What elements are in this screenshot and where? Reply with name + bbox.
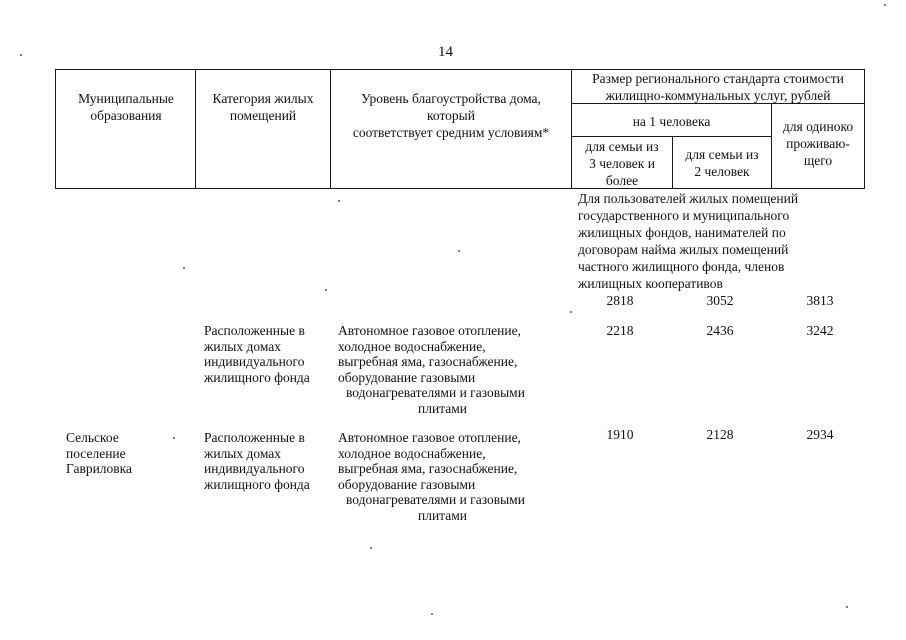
header-standard-line: жилищно-коммунальных услуг, рублей [605,88,831,103]
header-family2-line: 2 человек [694,164,750,179]
scan-speck [431,613,433,615]
row-category-line: индивидуального [204,354,305,369]
row-value-single: 3242 [806,323,834,338]
row-category-line: Расположенные в [204,323,305,338]
header-divider-2 [330,69,331,189]
header-bottom-border [55,188,865,189]
scan-speck [884,4,886,6]
row-level-line: выгребная яма, газоснабжение, [338,354,518,369]
row-value-family2: 3052 [706,293,734,308]
row-level-line: водонагревателями и газовыми [346,385,525,400]
scan-speck [570,311,572,313]
row-value-family3: 2818 [606,293,634,308]
row-level-line: плитами [418,400,468,416]
header-municipal [60,90,192,124]
row-level-line: холодное водоснабжение, [338,445,486,461]
row-value-family2: 2436 [706,323,734,338]
section-note-line: договорам найма жилых помещений [578,242,789,257]
row-category-line: индивидуального [204,461,305,476]
row-value-family2: 2128 [706,427,734,442]
row-level-line: оборудование газовыми [338,369,476,385]
header-family2-line: для семьи из [685,147,759,162]
header-category-line: помещений [229,108,297,123]
header-family2 [673,146,771,180]
section-note-line: жилищных фондов, нанимателей по [578,225,786,240]
header-single-line: щего [803,153,833,168]
row-level [338,323,525,416]
row-level [338,430,525,523]
row-value-single: 2934 [806,427,834,442]
row-municipality [66,430,132,477]
header-family3 [572,138,672,189]
header-per-person: на 1 человека [632,114,711,129]
row-category-line: Расположенные в [204,430,305,445]
scan-speck [20,54,22,56]
header-category [198,90,328,124]
scan-speck [325,289,327,291]
row-level-line: водонагревателями и газовыми [346,492,525,507]
header-single [772,118,864,169]
scan-speck [183,267,185,269]
row-category [204,323,310,385]
section-note-line: жилищных кооперативов [578,276,723,291]
scan-speck [338,200,340,202]
header-family3-line: для семьи из [585,139,659,154]
row-level-line: оборудование газовыми [338,476,476,492]
scan-speck [846,606,848,608]
row-municipality-line: Сельское [66,430,119,445]
header-single-line: для одиноко [782,119,854,134]
row-municipality-line: поселение [66,445,126,461]
row-level-line: Автономное газовое отопление, [338,323,521,338]
header-right-border [864,69,865,189]
header-single-line: проживаю- [786,136,850,151]
header-municipal-line: образования [90,108,162,123]
section-note-line: государственного и муниципального [578,208,790,223]
row-level-line: выгребная яма, газоснабжение, [338,461,518,476]
row-level-line: плитами [418,507,468,523]
header-level [332,90,570,141]
row-category-line: жилых домах [204,445,282,461]
row-value-family3: 1910 [606,427,634,442]
section-note [578,190,798,292]
per-person-subrow-line [571,136,771,137]
scan-speck [173,437,175,439]
section-note-line: частного жилищного фонда, членов [578,259,785,274]
header-standard [572,70,864,104]
row-category [204,430,310,492]
header-municipal-line: Муниципальные [78,91,174,106]
header-family3-line: 3 человек и [589,156,655,171]
header-divider-1 [195,69,196,189]
row-municipality-line: Гавриловка [66,461,133,476]
header-standard-line: Размер регионального стандарта стоимости [592,71,844,86]
row-category-line: жилищного фонда [204,476,310,492]
page-number: 14 [438,44,453,60]
header-left-border [55,69,56,189]
row-category-line: жилищного фонда [204,369,310,385]
scan-speck [370,547,372,549]
row-level-line: холодное водоснабжение, [338,338,486,354]
row-value-single: 3813 [806,293,834,308]
header-category-line: Категория жилых [212,91,314,106]
header-family3-line: более [605,173,639,188]
header-level-line: который [427,108,475,123]
header-level-line: Уровень благоустройства дома, [361,91,541,106]
scan-speck [458,250,460,252]
row-category-line: жилых домах [204,338,282,354]
row-level-line: Автономное газовое отопление, [338,430,521,445]
section-note-line: Для пользователей жилых помещений [578,191,799,206]
header-level-line: соответствует средним условиям* [352,125,550,140]
row-value-family3: 2218 [606,323,634,338]
